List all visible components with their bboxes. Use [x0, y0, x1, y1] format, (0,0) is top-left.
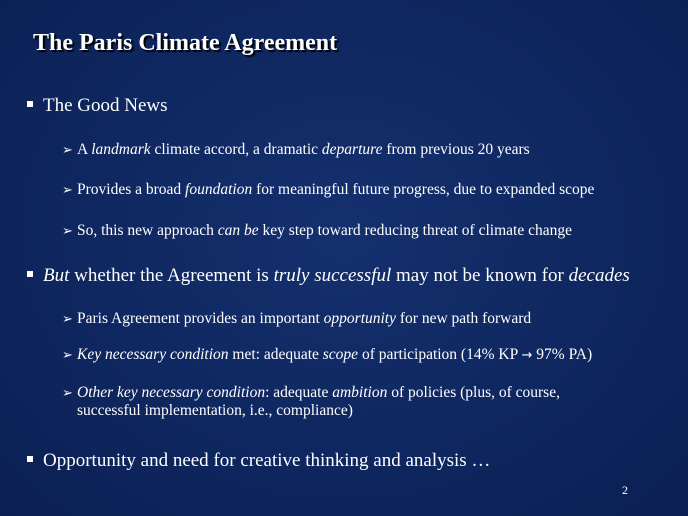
sub-bullet-scope: ➢ Key necessary condition met: adequate scope of participation (14% KP → 97% PA) — [62, 346, 593, 363]
sub-bullet-opportunity: ➢ Paris Agreement provides an important opportunity for new path forward — [62, 310, 532, 327]
bullet-text: Opportunity and need for creative thinking and analysis … — [43, 450, 491, 471]
slide-title: The Paris Climate Agreement — [33, 30, 338, 56]
square-bullet-icon — [27, 271, 33, 277]
right-arrow-icon: → — [521, 348, 533, 363]
sub-bullet-continuation: successful implementation, i.e., compliance) — [77, 402, 353, 419]
bullet-opportunity-need — [27, 450, 490, 472]
arrow-bullet-icon: ➢ — [62, 312, 73, 327]
arrow-bullet-icon: ➢ — [62, 183, 73, 198]
sub-bullet-foundation: ➢ Provides a broad foundation for meaningful future progress, due to expanded scope — [62, 181, 595, 198]
bullet-text: The Good News — [43, 95, 168, 116]
arrow-bullet-icon: ➢ — [62, 348, 73, 363]
arrow-bullet-icon: ➢ — [62, 386, 73, 401]
bullet-but-whether: But whether the Agreement is truly successful may not be known for decades — [27, 265, 630, 287]
square-bullet-icon — [27, 101, 33, 107]
square-bullet-icon — [27, 456, 33, 462]
bullet-good-news — [27, 95, 168, 117]
sub-bullet-new-approach: ➢ So, this new approach can be key step toward reducing threat of climate change — [62, 222, 572, 239]
arrow-bullet-icon: ➢ — [62, 143, 73, 158]
page-number: 2 — [622, 483, 628, 497]
arrow-bullet-icon: ➢ — [62, 224, 73, 239]
sub-bullet-landmark: ➢ A landmark climate accord, a dramatic departure from previous 20 years — [62, 141, 530, 158]
sub-bullet-ambition: ➢ Other key necessary condition: adequate ambition of policies (plus, of course, successful implementation, i.e., compliance) — [62, 384, 560, 419]
